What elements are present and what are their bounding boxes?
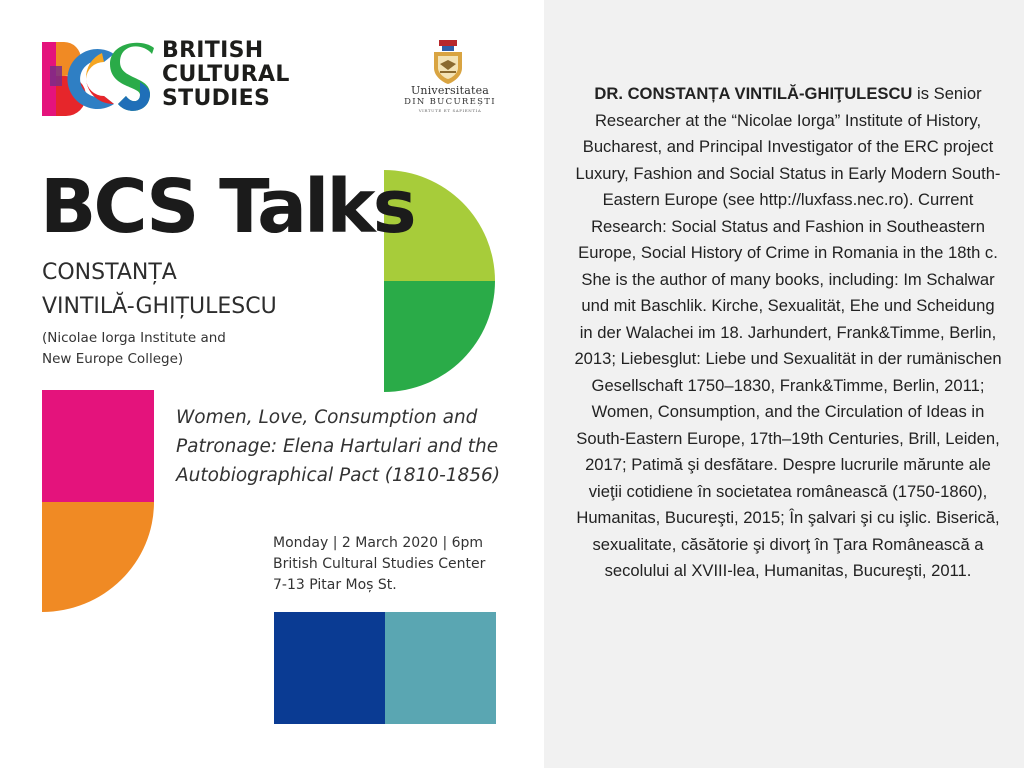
talk-title-line3: Autobiographical Pact (1810-1856) <box>176 465 501 486</box>
affiliation-line1: (Nicolae Iorga Institute and <box>42 330 226 346</box>
university-name <box>395 85 505 114</box>
university-name-line1: Universitatea <box>410 84 490 97</box>
event-venue: British Cultural Studies Center <box>273 556 486 572</box>
university-name-line2: DIN BUCUREȘTI <box>404 97 496 107</box>
pink-square <box>42 390 154 502</box>
biography-name: DR. CONSTANȚA VINTILĂ-GHIŢULESCU <box>594 84 913 103</box>
talk-title-line1: Women, Love, Consumption and <box>176 407 478 428</box>
speaker-affiliation <box>42 328 372 370</box>
event-date-time: Monday | 2 March 2020 | 6pm <box>273 535 484 551</box>
affiliation-line2: New Europe College) <box>42 351 184 367</box>
biography-text <box>574 81 1002 585</box>
event-address: 7-13 Pitar Moș St. <box>273 577 397 593</box>
orange-quarter-circle <box>42 502 154 612</box>
wordmark-line: BRITISH <box>162 38 264 63</box>
wordmark-line: STUDIES <box>162 86 271 111</box>
speaker-name-line2: VINTILĂ-GHIȚULESCU <box>42 294 277 319</box>
series-title: BCS Talks <box>40 164 414 250</box>
speaker-name <box>42 256 382 324</box>
talk-title <box>176 403 526 490</box>
teal-square <box>385 612 496 724</box>
wordmark-line: CULTURAL <box>162 62 290 87</box>
event-details <box>273 533 533 596</box>
university-crest-icon <box>430 40 466 84</box>
talk-title-line2: Patronage: Elena Hartulari and the <box>176 436 499 457</box>
university-motto: VIRTUTE ET SAPIENTIA <box>418 108 482 113</box>
biography-body: is Senior Researcher at the “Nicolae Iorga” Institute of History, Bucharest, and Principal Investigator of the ERC project Luxury, Fashion and Social Status in Early Modern South-Eastern Europe (see http://luxfass.nec.ro). Current Research: Social Status and Fashion in Southeastern Europe, Social History of Crime in Romania in the 18th c. She is the author of many books, including: Im Schalwar und mit Baschlik. Kirche, Sexualität, Ehe und Scheidung in der Walachei im 18. Jarhundert, Frank&Timme, Berlin, 2013; Liebesglut: Liebe und Sexualität in der rumänischen Gesellschaft 1750–1830, Frank&Timme, Berlin, 2011; Women, Consumption, and the Circulation of Ideas in South-Eastern Europe, 17th–19th Centuries, Brill, Leiden, 2017; Patimă şi desfătare. Despre lucrurile mărunte ale vieţii cotidiene în societatea românească (1750-1860), Humanitas, Bucureşti, 2015; În şalvari şi cu işlic. Biserică, sexualitate, căsătorie şi divorţ în Ţara Românească a secolului al XVIII-lea, Humanitas, Bucureşti, 2011. <box>574 84 1002 580</box>
bcs-logo <box>42 42 154 116</box>
bcs-wordmark <box>162 39 312 111</box>
navy-square <box>274 612 385 724</box>
speaker-name-line1: CONSTANȚA <box>42 260 177 285</box>
